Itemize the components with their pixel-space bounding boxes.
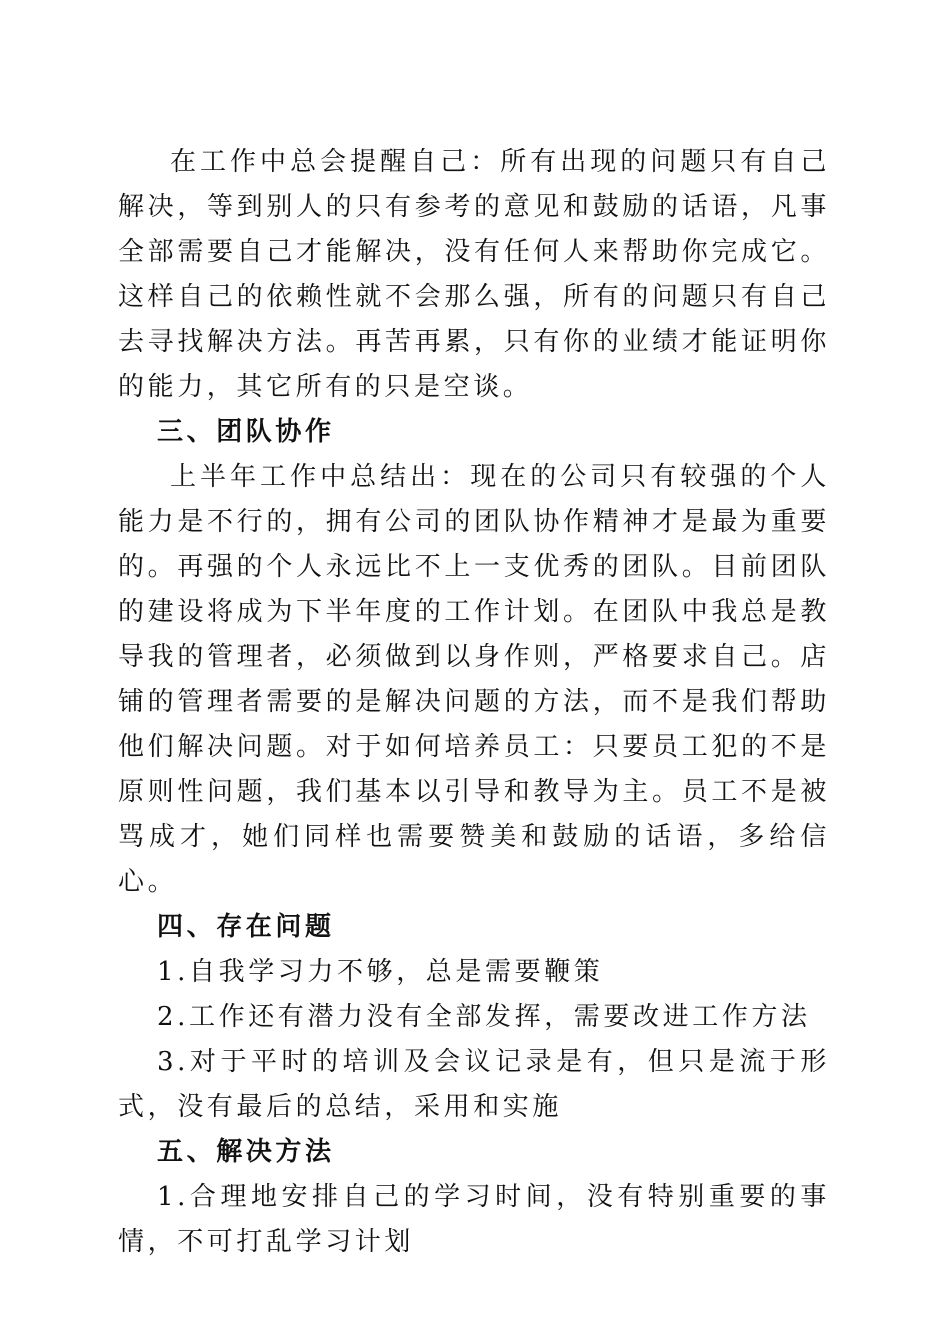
section-heading-solutions: 五、解决方法 bbox=[157, 1137, 335, 1167]
list-item-problem-1: 1.自我学习力不够，总是需要鞭策 bbox=[157, 957, 604, 987]
list-item-solution-1: 1.合理地安排自己的学习时间，没有特别重要的事情，不可打乱学习计划 bbox=[118, 1182, 830, 1257]
paragraph-self-reliance: 在工作中总会提醒自己：所有出现的问题只有自己解决，等到别人的只有参考的意见和鼓励的话语，凡事全部需要自己才能解决，没有任何人来帮助你完成它。这样自己的依赖性就不会那么强，所有的问题只有自己去寻找解决方法。再苦再累，只有你的业绩才能证明你的能力，其它所有的只是空谈。 bbox=[118, 147, 830, 402]
document-page bbox=[118, 140, 830, 1265]
paragraph-teamwork: 上半年工作中总结出：现在的公司只有较强的个人能力是不行的，拥有公司的团队协作精神才是最为重要的。再强的个人永远比不上一支优秀的团队。目前团队的建设将成为下半年度的工作计划。在团队中我总是教导我的管理者，必须做到以身作则，严格要求自己。店铺的管理者需要的是解决问题的方法，而不是我们帮助他们解决问题。对于如何培养员工：只要员工犯的不是原则性问题，我们基本以引导和教导为主。员工不是被骂成才，她们同样也需要赞美和鼓励的话语，多给信心。 bbox=[118, 462, 830, 897]
section-heading-teamwork: 三、团队协作 bbox=[157, 417, 335, 447]
list-item-problem-2: 2.工作还有潜力没有全部发挥，需要改进工作方法 bbox=[157, 1002, 811, 1032]
section-heading-problems: 四、存在问题 bbox=[157, 912, 335, 942]
list-item-problem-3: 3.对于平时的培训及会议记录是有，但只是流于形式，没有最后的总结，采用和实施 bbox=[118, 1047, 830, 1122]
